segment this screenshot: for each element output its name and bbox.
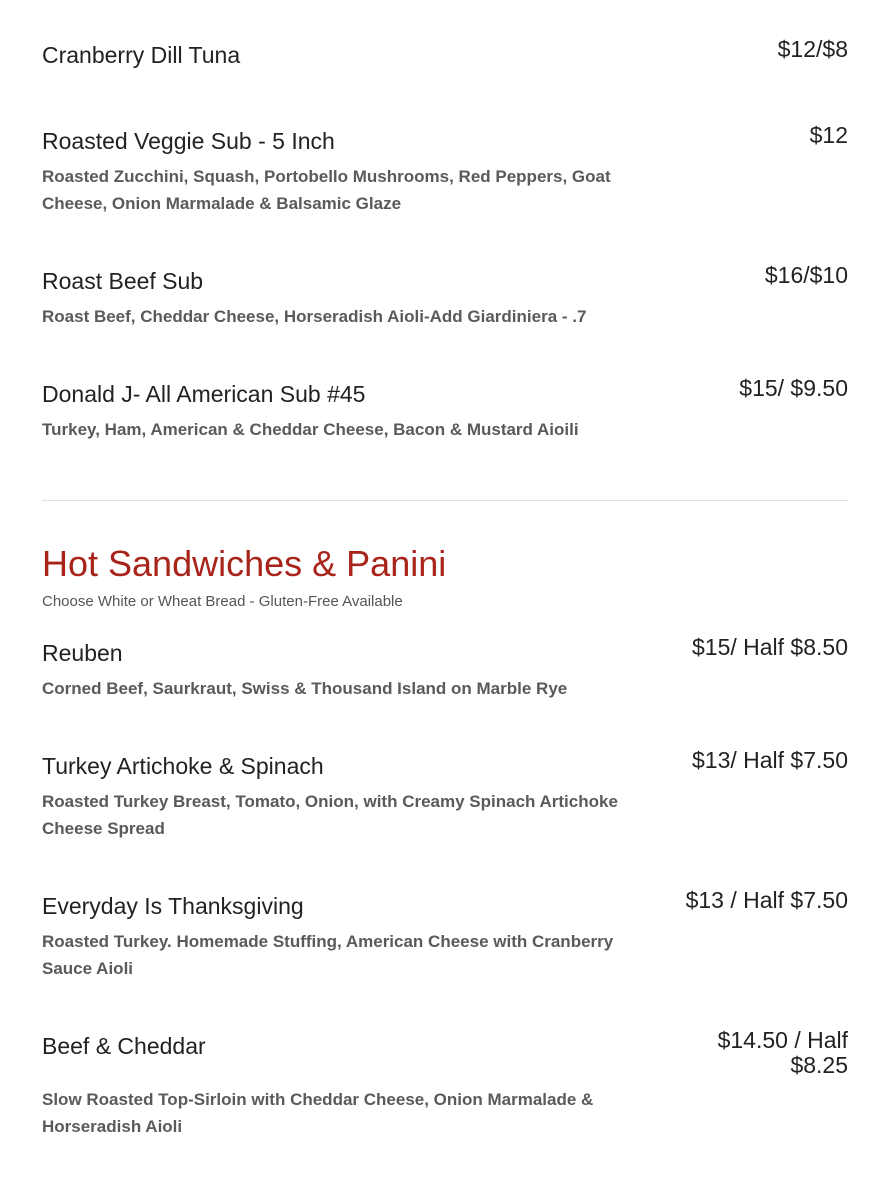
- menu-item-name: Reuben: [42, 640, 123, 666]
- menu-item-description: Roast Beef, Cheddar Cheese, Horseradish Aioli-Add Giardiniera - .7: [42, 307, 587, 326]
- menu-item-price: $12/$8: [777, 36, 848, 62]
- menu-item-name: Turkey Artichoke & Spinach: [42, 753, 324, 779]
- menu-item-price: $13 / Half $7.50: [685, 887, 848, 913]
- menu-item-description: Turkey, Ham, American & Cheddar Cheese, Bacon & Mustard Aioili: [42, 420, 579, 439]
- menu-item-price: $15/ $9.50: [739, 375, 848, 401]
- menu-item-description: Slow Roasted Top-Sirloin with Cheddar Cheese, Onion Marmalade & Horseradish Aioli: [42, 1090, 594, 1136]
- menu-item-name: Beef & Cheddar: [42, 1033, 206, 1059]
- menu-item-price: $15/ Half $8.50: [691, 634, 848, 660]
- menu-item-description: Roasted Turkey. Homemade Stuffing, American Cheese with Cranberry Sauce Aioli: [42, 932, 614, 978]
- menu-item-name: Roast Beef Sub: [42, 268, 204, 294]
- menu-item-price: $14.50 / Half $8.25: [717, 1027, 848, 1078]
- menu-item-price: $16/$10: [764, 262, 848, 288]
- menu-item-description: Roasted Turkey Breast, Tomato, Onion, with Creamy Spinach Artichoke Cheese Spread: [42, 792, 618, 838]
- section-subtitle: Choose White or Wheat Bread - Gluten-Free Available: [42, 593, 403, 610]
- menu-item-name: Cranberry Dill Tuna: [42, 42, 241, 68]
- menu-item-name: Donald J- All American Sub #45: [42, 381, 366, 407]
- section-title: Hot Sandwiches & Panini: [42, 543, 447, 584]
- menu-item-description: Roasted Zucchini, Squash, Portobello Mushrooms, Red Peppers, Goat Cheese, Onion Marmalade & Balsamic Glaze: [42, 167, 611, 213]
- menu-item-name: Roasted Veggie Sub - 5 Inch: [42, 128, 335, 154]
- menu-item-price: $12: [809, 122, 848, 148]
- menu-item-description: Corned Beef, Saurkraut, Swiss & Thousand Island on Marble Rye: [42, 679, 568, 698]
- section-divider: [42, 500, 848, 501]
- menu-item-name: Everyday Is Thanksgiving: [42, 893, 304, 919]
- menu-item-price: $13/ Half $7.50: [691, 747, 848, 773]
